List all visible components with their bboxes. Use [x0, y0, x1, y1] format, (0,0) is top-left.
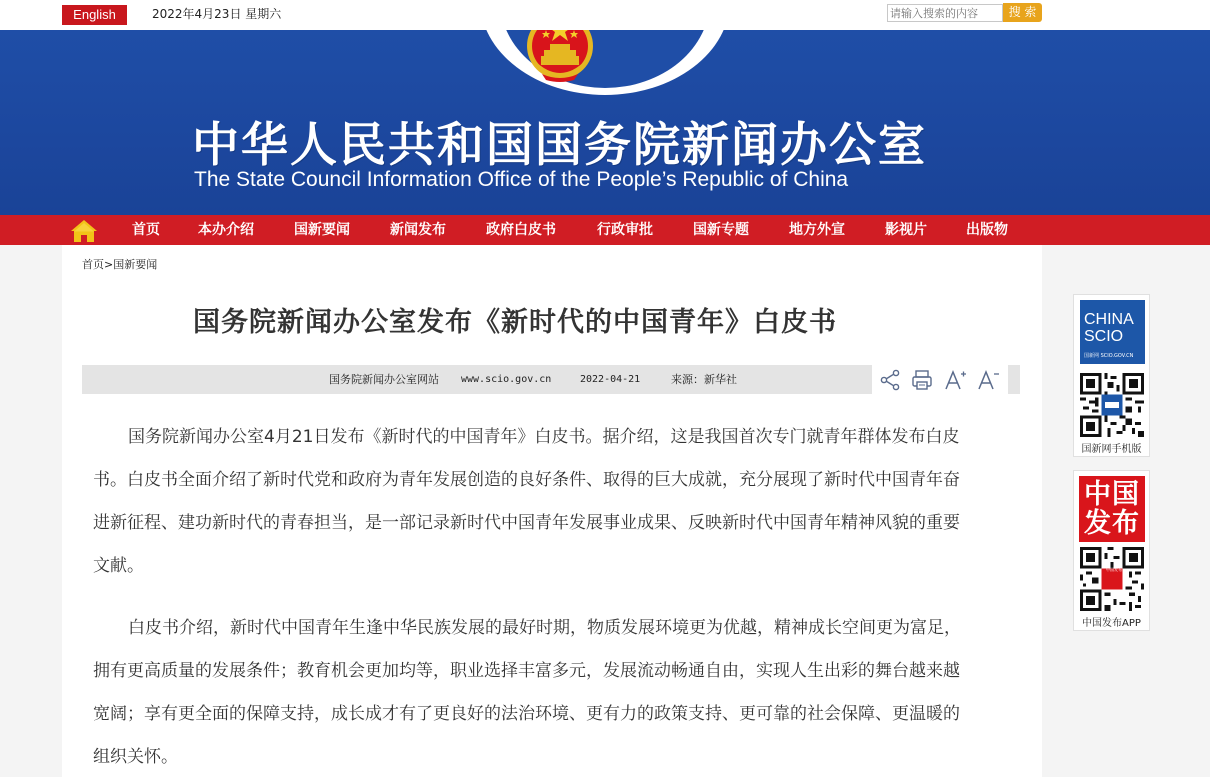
- nav-item-home[interactable]: 首页: [132, 222, 160, 238]
- nav-item-press[interactable]: 新闻发布: [390, 222, 446, 238]
- font-increase-icon[interactable]: [943, 368, 967, 392]
- fabu-caption: 中国发布APP: [1082, 618, 1141, 629]
- nav-item-approval[interactable]: 行政审批: [597, 222, 653, 238]
- tools-edge: [1008, 365, 1020, 394]
- site-title-en: The State Council Information Office of the People’s Republic of China: [194, 168, 849, 191]
- main-nav: [0, 215, 1210, 245]
- paragraph-line: 拥有更高质量的发展条件；教育机会更加均等，职业选择丰富多元，发展流动畅通自由，实现人生出彩的舞台越来越: [93, 661, 960, 681]
- scio-logo-line2: SCIO: [1084, 328, 1124, 345]
- fabu-qr-center-label: 中国发布: [1106, 567, 1122, 572]
- scio-mobile-card[interactable]: [1073, 294, 1150, 457]
- scio-logo-line1: CHINA: [1084, 311, 1134, 328]
- fabu-logo-line1: 中国: [1084, 479, 1140, 510]
- paragraph-line: 书。白皮书全面介绍了新时代党和政府为青年发展创造的良好条件、取得的巨大成就，充分展现了新时代中国青年奋: [93, 470, 960, 490]
- paragraph-line: 国务院新闻办公室4月21日发布《新时代的中国青年》白皮书。据介绍，这是我国首次专门就青年群体发布白皮: [128, 427, 960, 447]
- breadcrumb-home[interactable]: 首页: [82, 258, 104, 271]
- nav-item-news[interactable]: 国新要闻: [294, 222, 350, 238]
- nav-item-publications[interactable]: 出版物: [966, 222, 1008, 238]
- meta-url[interactable]: www.scio.gov.cn: [461, 374, 552, 385]
- print-icon[interactable]: [910, 368, 934, 392]
- font-decrease-icon[interactable]: [976, 368, 1000, 392]
- nav-item-films[interactable]: 影视片: [885, 222, 927, 238]
- meta-source: 来源：新华社: [671, 373, 737, 386]
- article-title: 国务院新闻办公室发布《新时代的中国青年》白皮书: [193, 307, 837, 338]
- national-emblem-icon: [524, 30, 596, 84]
- fabu-logo: [1079, 476, 1145, 542]
- nav-item-local[interactable]: 地方外宣: [789, 222, 845, 238]
- article-paragraph-1: [93, 416, 1018, 588]
- breadcrumb-separator: >: [104, 258, 114, 271]
- paragraph-line: 进新征程、建功新时代的青春担当，是一部记录新时代中国青年发展事业成果、反映新时代中国青年精神风貌的重要: [93, 513, 960, 533]
- home-icon[interactable]: [70, 219, 98, 243]
- scio-logo: [1080, 300, 1145, 364]
- site-banner: [0, 30, 1210, 215]
- article-tools: [872, 365, 1020, 394]
- fabu-logo-line2: 发布: [1084, 508, 1140, 539]
- fabu-app-card[interactable]: [1073, 470, 1150, 631]
- nav-item-whitepapers[interactable]: 政府白皮书: [486, 222, 556, 238]
- scio-qr-code: [1080, 373, 1144, 437]
- share-icon[interactable]: [878, 368, 902, 392]
- fabu-qr-code: [1080, 547, 1144, 611]
- meta-date: 2022-04-21: [580, 374, 641, 385]
- nav-item-topics[interactable]: 国新专题: [693, 222, 749, 238]
- paragraph-line: 文献。: [93, 556, 144, 576]
- breadcrumb: [82, 256, 157, 272]
- paragraph-line: 白皮书介绍，新时代中国青年生逢中华民族发展的最好时期，物质发展环境更为优越，精神成长空间更为富足，: [128, 618, 961, 638]
- english-button[interactable]: English: [62, 5, 127, 25]
- search-button[interactable]: 搜 索: [1003, 3, 1042, 22]
- article-meta-bar: [82, 365, 872, 394]
- meta-site: 国务院新闻办公室网站: [329, 373, 439, 386]
- breadcrumb-current[interactable]: 国新要闻: [113, 258, 158, 271]
- site-title-cn: 中华人民共和国国务院新闻办公室: [192, 118, 927, 173]
- current-date: 2022年4月23日 星期六: [152, 7, 282, 21]
- paragraph-line: 组织关怀。: [93, 747, 178, 767]
- scio-caption: 国新网手机版: [1081, 444, 1142, 455]
- article-paragraph-2: [93, 607, 1018, 777]
- paragraph-line: 宽阔；享有更全面的保障支持，成长成才有了更良好的法治环境、更有力的政策支持、更可靠的社会保障、更温暖的: [93, 704, 960, 724]
- nav-item-about[interactable]: 本办介绍: [198, 222, 254, 238]
- search-input[interactable]: [887, 4, 1003, 22]
- scio-logo-sub: 国新网 SCIO.GOV.CN: [1084, 353, 1134, 359]
